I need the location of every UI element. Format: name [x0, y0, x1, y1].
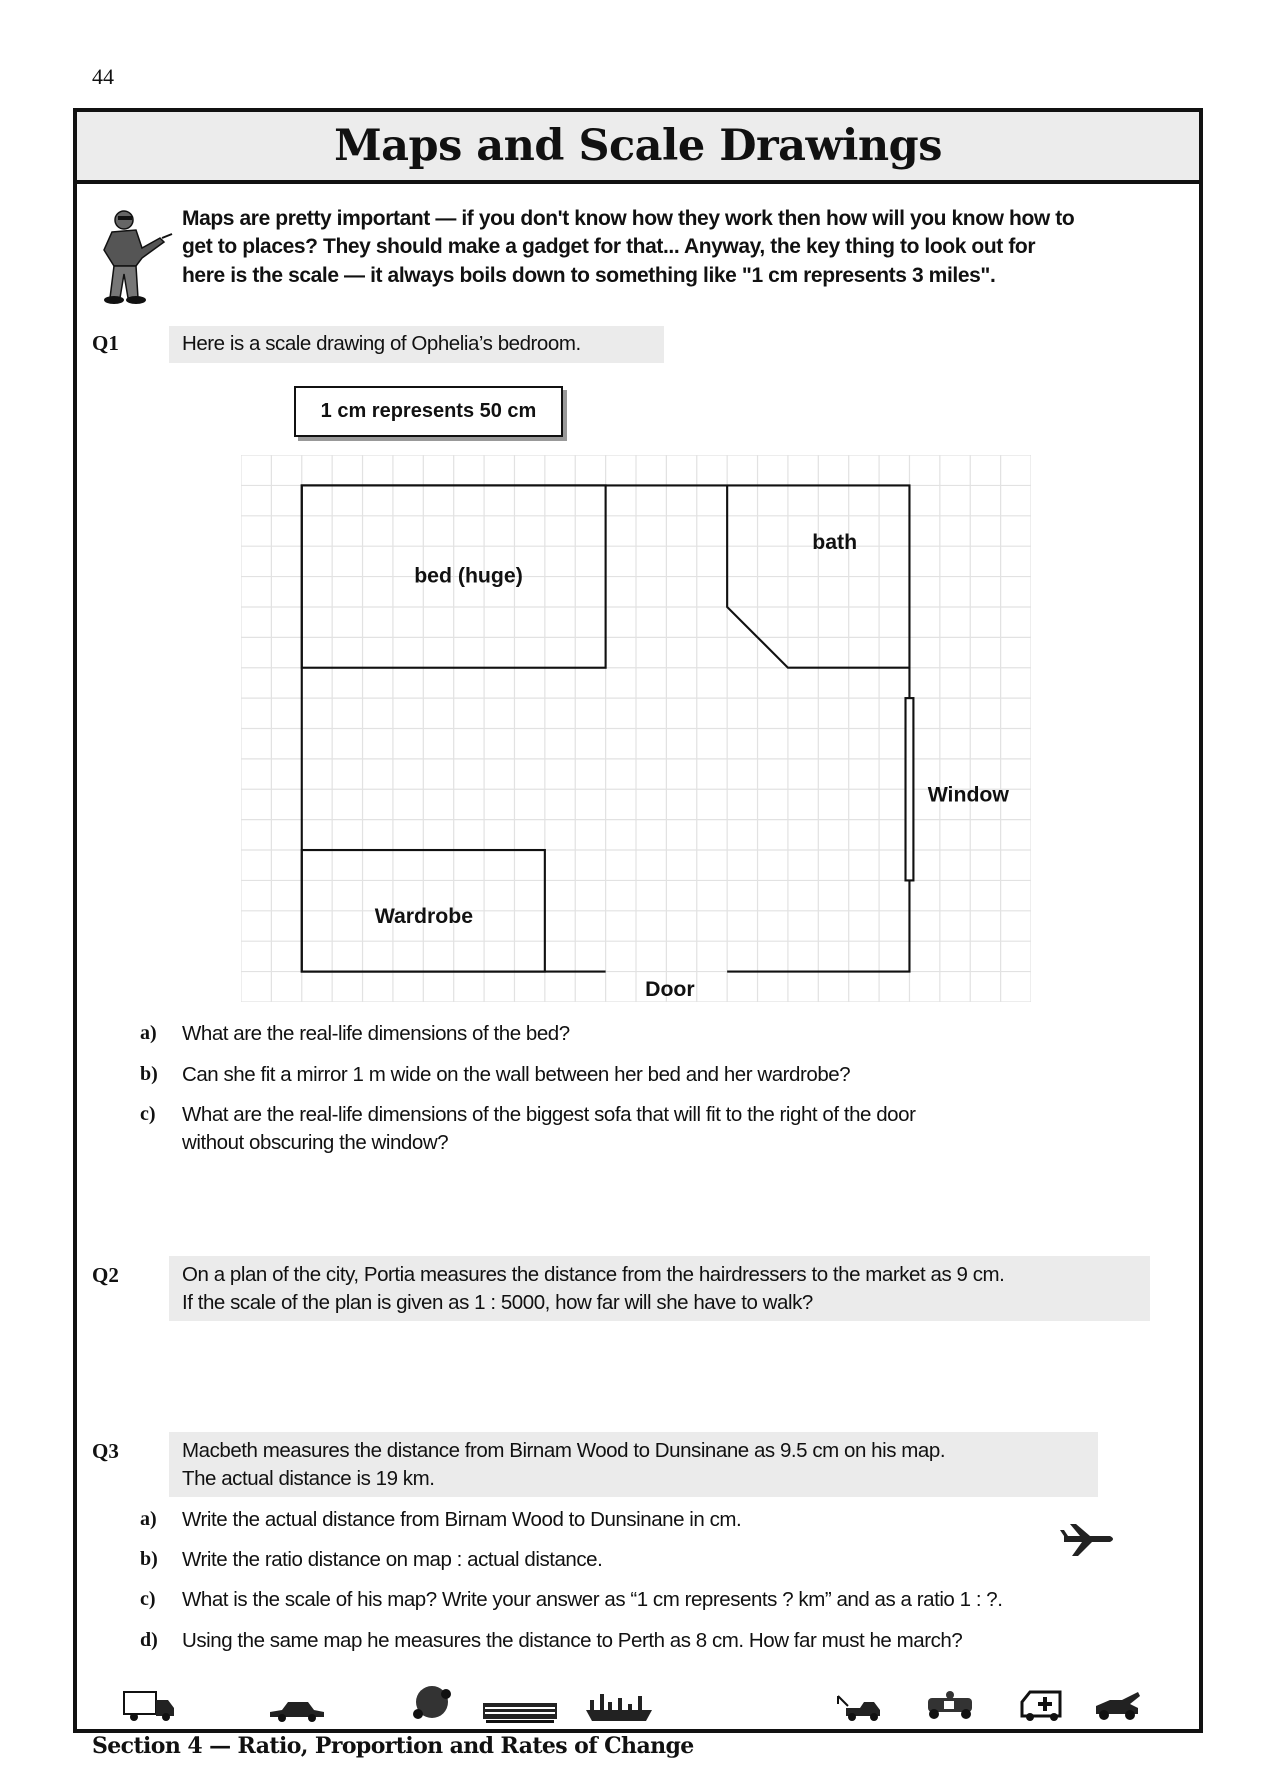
military-vehicle-icon: [924, 1690, 976, 1720]
tow-truck-icon: [836, 1694, 882, 1722]
question-box: [169, 1432, 1098, 1497]
crashed-car-icon: [410, 1684, 456, 1722]
part-text: without obscuring the window?: [182, 1131, 449, 1154]
bed-label: [414, 564, 523, 588]
lorry-icon: [122, 1690, 178, 1722]
train-carriage-icon: [482, 1702, 558, 1724]
airplane-icon: [1060, 1522, 1116, 1558]
question-text: On a plan of the city, Portia measures the distance from the hairdressers to the market as 9 cm.: [182, 1263, 1005, 1286]
question-box: [169, 326, 664, 363]
ship-icon: [584, 1690, 654, 1722]
page-number: 44: [92, 64, 114, 89]
page-title: Maps and Scale Drawings: [334, 121, 942, 171]
question-label: Q1: [92, 331, 119, 355]
part-letter: a): [140, 1508, 157, 1530]
window-label: [928, 782, 1010, 806]
question-text: The actual distance is 19 km.: [182, 1467, 435, 1490]
title-band: [77, 112, 1199, 184]
breakdown-truck-icon: [1092, 1688, 1142, 1722]
part-letter: b): [140, 1548, 158, 1570]
bedroom-scale-drawing: [241, 455, 1031, 1002]
question-text: If the scale of the plan is given as 1 : 5000, how far will she have to walk?: [182, 1291, 813, 1314]
section-footer: Section 4 — Ratio, Proportion and Rates of Change: [92, 1733, 694, 1759]
intro-line: get to places? They should make a gadget for that... Anyway, the key thing to look out for: [182, 235, 1036, 258]
mascot-character-icon: [90, 208, 176, 308]
question-label: Q2: [92, 1263, 119, 1287]
part-letter: c): [140, 1103, 156, 1125]
part-letter: c): [140, 1588, 156, 1610]
part-text: What is the scale of his map? Write your answer as “1 cm represents ? km” and as a ratio 1 : ?.: [182, 1588, 1003, 1611]
part-text: What are the real-life dimensions of the bed?: [182, 1022, 570, 1045]
intro-line: Maps are pretty important — if you don't know how they work then how will you know how to: [182, 207, 1075, 230]
ambulance-icon: [1018, 1688, 1064, 1722]
wardrobe-label: [375, 904, 474, 928]
car-icon: [268, 1700, 326, 1722]
door-label: [645, 977, 695, 1001]
question-text: Macbeth measures the distance from Birnam Wood to Dunsinane as 9.5 cm on his map.: [182, 1439, 946, 1462]
scale-label: 1 cm represents 50 cm: [294, 386, 563, 437]
part-text: Can she fit a mirror 1 m wide on the wall between her bed and her wardrobe?: [182, 1063, 851, 1086]
part-text: What are the real-life dimensions of the biggest sofa that will fit to the right of the door: [182, 1103, 916, 1126]
intro-line: here is the scale — it always boils down to something like "1 cm represents 3 miles".: [182, 264, 996, 287]
part-letter: a): [140, 1022, 157, 1044]
part-text: Write the actual distance from Birnam Wood to Dunsinane in cm.: [182, 1508, 742, 1531]
window: [906, 698, 914, 880]
part-letter: b): [140, 1063, 158, 1085]
part-text: Using the same map he measures the distance to Perth as 8 cm. How far must he march?: [182, 1629, 963, 1652]
question-text: Here is a scale drawing of Ophelia’s bedroom.: [182, 332, 581, 355]
part-letter: d): [140, 1629, 158, 1651]
bath-label: [812, 530, 857, 554]
question-box: [169, 1256, 1150, 1321]
question-label: Q3: [92, 1439, 119, 1463]
part-text: Write the ratio distance on map : actual distance.: [182, 1548, 603, 1571]
